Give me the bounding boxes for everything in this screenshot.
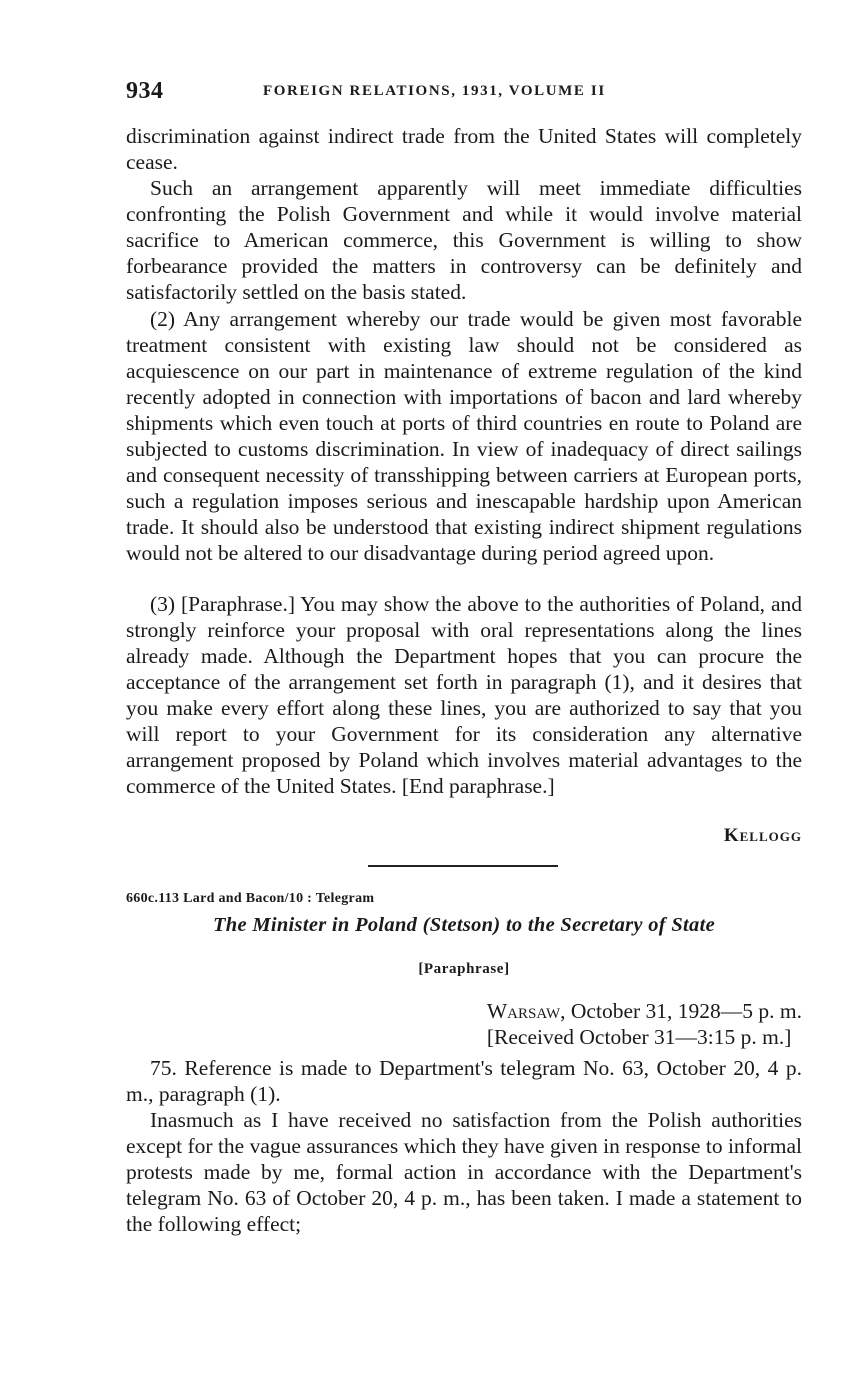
page-number: 934: [126, 78, 164, 104]
paragraph-item-2: (2) Any arrangement whereby our trade would be given most favorable treatment consistent with existing law should not be considered as acquiescence on our part in maintenance of extreme regulation of the kind recently adopted in connection with importations of bacon and lard whereby shipments which even touch at ports of third countries en route to Poland are subjected to customs discrimination. In view of inadequacy of direct sailings and consequent necessity of transshipping between carriers at European ports, such a regulation imposes serious and inescapable hardship upon American trade. It should also be understood that existing indirect shipment regulations would not be altered to our disadvantage during period agreed upon.: [126, 307, 802, 565]
dateline: [487, 998, 802, 1050]
page-header: [126, 78, 802, 108]
paragraph-continuation: discrimination against indirect trade from the United States will completely cease.: [126, 124, 802, 174]
section-divider: [368, 865, 558, 867]
dateline-date: , October 31, 1928—5 p. m.: [560, 999, 802, 1023]
paragraph-formal-action: Inasmuch as I have received no satisfaction from the Polish authorities except for the vague assurances which they have given in response to informal protests made by me, formal action in accordance with the Department's telegram No. 63 of October 20, 4 p. m., has been taken. I made a statement to the following effect;: [126, 1108, 802, 1236]
file-reference: 660c.113 Lard and Bacon/10 : Telegram: [126, 891, 375, 906]
document-title: The Minister in Poland (Stetson) to the Secretary of State: [212, 914, 715, 936]
signature-kellogg: Kellogg: [723, 825, 802, 846]
dateline-place: Warsaw: [486, 999, 561, 1023]
paragraph-item-3: (3) [Paraphrase.] You may show the above to the authorities of Poland, and strongly reinforce your proposal with oral representations along the lines already made. Although the Department hopes that you can procure the acceptance of the arrangement set forth in paragraph (1), and it desires that you make every effort along these lines, you are authorized to say that you will report to your Government for its consideration any alternative arrangement proposed by Poland which involves material advantages to the commerce of the United States. [End paraphrase.]: [126, 592, 802, 798]
paraphrase-label: [Paraphrase]: [418, 961, 510, 977]
running-head: FOREIGN RELATIONS, 1931, VOLUME II: [263, 83, 606, 99]
paragraph-arrangement: Such an arrangement apparently will meet immediate difficulties confronting the Polish Government and while it would involve material sacrifice to American commerce, this Government is willing to show forbearance provided the matters in controversy can be definitely and satisfactorily settled on the basis stated.: [126, 176, 802, 304]
dateline-received: [Received October 31—3:15 p. m.]: [486, 1025, 792, 1049]
dateline-sent: [487, 998, 802, 1024]
paragraph-telegram-75: 75. Reference is made to Department's telegram No. 63, October 20, 4 p. m., paragraph (1).: [126, 1056, 802, 1106]
